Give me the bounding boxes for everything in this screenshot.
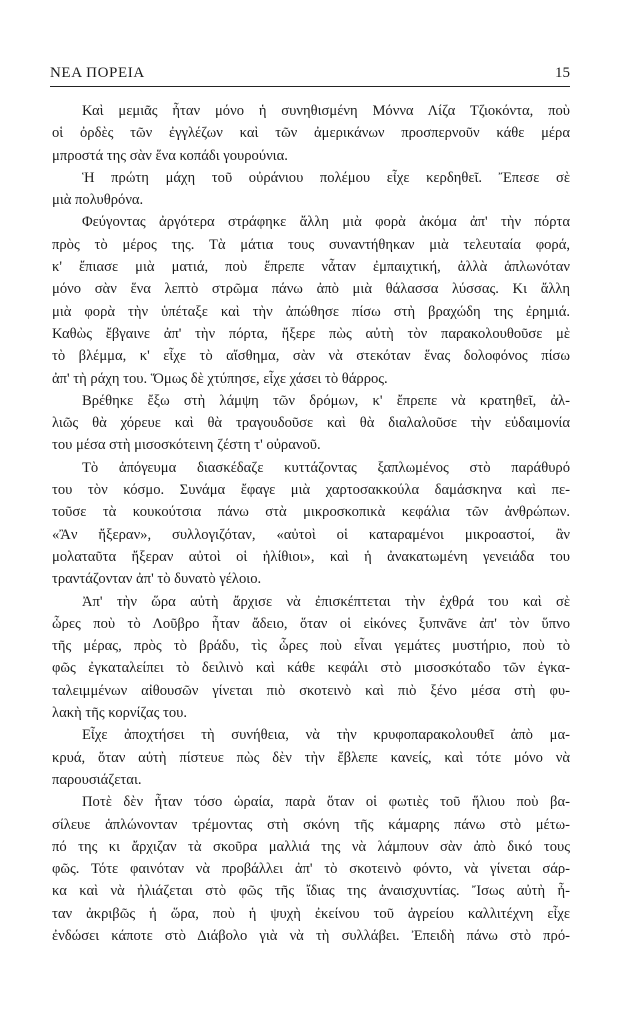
text-line: τραντάζονταν ἀπ' τὸ δυνατὸ γέλοιο. xyxy=(52,571,262,588)
text-line: σίλευε ἁπλώνονταν τρέμοντας στὴ σκόνη τῆς κάμαρης πάνω στὸ μέτω- xyxy=(52,816,570,833)
text-line: Καὶ μεμιᾶς ἦταν μόνο ἡ συνηθισμένη Μόννα Λίζα Τζιοκόντα, ποὺ xyxy=(82,103,570,119)
text-line: του μέσα στὴ μισοσκότεινη ζέστη τ' οὐρανοῦ. xyxy=(52,437,321,454)
paragraph xyxy=(52,211,570,389)
text-line: Καθὼς ἔβγαινε ἀπ' τὴν πόρτα, ἤξερε πὼς αὐτὴ τὸν παρακολουθοῦσε μὲ xyxy=(52,325,570,342)
text-line: τὸ βλέμμα, κ' εἶχε τὸ αἴσθημα, σὰν νὰ στεκόταν ἕνας δολοφόνος πίσω xyxy=(52,348,570,365)
text-line: Ποτὲ δὲν ἦταν τόσο ὡραία, παρὰ ὅταν οἱ φωτιὲς τοῦ ἥλιου ποὺ βα- xyxy=(82,794,570,811)
text-line: ταν ἀκριβῶς ἡ ὥρα, ποὺ ἡ ψυχὴ ἐκείνου τοῦ ἀγρείου καλλιτέχνη εἶχε xyxy=(52,905,570,922)
text-line: ὧρες ποὺ τὸ Λοῦβρο ἦταν ἄδειο, ὅταν οἱ εἰκόνες ξυπνᾶνε ἀπ' τὸν ὕπνο xyxy=(52,615,570,632)
text-line: λακὴ τῆς κορνίζας του. xyxy=(52,705,188,722)
running-head: ΝΕΑ ΠΟΡΕΙΑ xyxy=(50,65,145,81)
text-line: λιῶς θὰ χόρευε καὶ θὰ τραγουδοῦσε καὶ θὰ διαλαλοῦσε τὴν εὐδαιμονία xyxy=(52,415,570,432)
text-line: «Ἂν ἤξεραν», συλλογιζόταν, «αὐτοὶ οἱ καταραμένοι μικροαστοί, ἂν xyxy=(52,526,570,543)
paragraph xyxy=(52,591,570,725)
text-line: κ' ἔπιασε μιὰ ματιά, ποὺ ἔπρεπε νἆταν ἐμπαιχτική, ἀλλὰ ἁπλωνόταν xyxy=(52,259,570,276)
text-line: μιὰ πολυθρόνα. xyxy=(52,192,144,209)
text-line: οἱ ὀρδὲς τῶν ἐγγλέζων καὶ τῶν ἀμερικάνων προσπερνοῦν κάθε μέρα xyxy=(52,125,570,142)
text-line: Ἡ πρώτη μάχη τοῦ οὐράνιου πολέμου εἶχε κερδηθεῖ. Ἔπεσε σὲ xyxy=(82,169,570,186)
paragraph xyxy=(52,724,570,791)
text-line: φῶς ἐγκαταλείπει τὸ δειλινὸ καὶ κάθε κεφάλι στὸ μισοσκόταδο τῶν ἐγκα- xyxy=(52,660,570,677)
text-line: μολαταῦτα ἤξεραν αὐτοὶ οἱ ἠλίθιοι», καὶ ἡ ἀνακατωμένη γενειάδα του xyxy=(52,548,570,565)
paragraph xyxy=(52,457,570,591)
text-line: φῶς. Τότε φαινόταν νὰ προβάλλει ἀπ' τὸ σκοτεινὸ φόντο, νὰ γίνεται σάρ- xyxy=(52,861,570,878)
text-line: ταλειμμένων αἰθουσῶν γίνεται πιὸ σκοτεινὸ καὶ πιὸ ξένο μέσα στὴ φυ- xyxy=(52,682,570,699)
paragraph xyxy=(52,167,570,212)
text-line: Εἶχε ἀποχτήσει τὴ συνήθεια, νὰ τὴν κρυφοπαρακολουθεῖ ἀπὸ μα- xyxy=(82,727,570,744)
text-line: κρυά, ὅταν αὐτὴ πίστευε πὼς δὲν τὴν ἔβλεπε κανείς, καὶ τότε μόνο νὰ xyxy=(52,749,570,766)
text-line: μόνο σὰν ἕνα λεπτὸ στρῶμα πάνω ἀπὸ μιὰ θάλασσα λύσσας. Κι ἄλλη xyxy=(52,281,570,298)
text-line: ἐνδώσει κάποτε στὸ Διάβολο γιὰ νὰ τὴ συλλάβει. Ἐπειδὴ πάνω στὸ πρό- xyxy=(52,927,570,944)
text-line: μιὰ φορὰ τὴν ὑπέταξε καὶ τὴν ἀπώθησε πίσω στὴ βραχώδη της ἐρημιά. xyxy=(52,303,570,320)
text-line: κα καὶ νὰ ἠλιάζεται στὸ φῶς τῆς ἴδιας της ἀναισχυντίας. Ἴσως αὐτὴ ἦ- xyxy=(52,883,570,900)
body-text xyxy=(52,100,570,947)
page-number: 15 xyxy=(555,65,570,81)
text-line: τῆς μέρας, πρὸς τὸ βράδυ, τὶς ὧρες ποὺ εἶναι γεμάτες μυστήριο, ποὺ τὸ xyxy=(52,638,570,655)
text-line: του τὸν κόσμο. Συνάμα ἔφαγε μιὰ χαρτοσακκούλα δαμάσκηνα καὶ πε- xyxy=(52,482,570,499)
text-line: πό της κι ἄρχιζαν τὰ σκοῦρα μαλλιά της νὰ λάμπουν σὰν ἀπὸ δικό τους xyxy=(52,838,570,855)
text-line: Βρέθηκε ἔξω στὴ λάμψη τῶν δρόμων, κ' ἔπρεπε νὰ κρατηθεῖ, ἀλ- xyxy=(82,392,570,409)
paragraph xyxy=(52,100,570,167)
paragraph xyxy=(52,390,570,457)
page-header xyxy=(50,62,570,87)
text-line: παρουσιάζεται. xyxy=(52,771,142,788)
text-line: Ἀπ' τὴν ὥρα αὐτὴ ἄρχισε νὰ ἐπισκέπτεται τὴν ἐχθρά του καὶ σὲ xyxy=(82,593,570,610)
text-line: μπροστά της σὰν ἕνα κοπάδι γουρούνια. xyxy=(52,147,288,164)
paragraph xyxy=(52,791,570,947)
text-line: Φεύγοντας ἀργότερα στράφηκε ἄλλη μιὰ φορὰ ἀκόμα ἀπ' τὴν πόρτα xyxy=(82,214,570,231)
text-line: Τὸ ἀπόγευμα διασκέδαζε κυττάζοντας ξαπλωμένος στὸ παράθυρό xyxy=(82,459,570,476)
text-line: τοῦσε τὰ κουκούτσια πάνω στὰ μικροσκοπικὰ κεφάλια τῶν ἀνθρώπων. xyxy=(52,504,570,521)
text-line: πρὸς τὸ μέρος της. Τὰ μάτια τους συναντήθηκαν μιὰ τελευταία φορά, xyxy=(52,236,570,253)
text-line: ἀπ' τὴ ράχη του. Ὅμως δὲ χτύπησε, εἶχε χάσει τὸ θάρρος. xyxy=(52,370,388,387)
